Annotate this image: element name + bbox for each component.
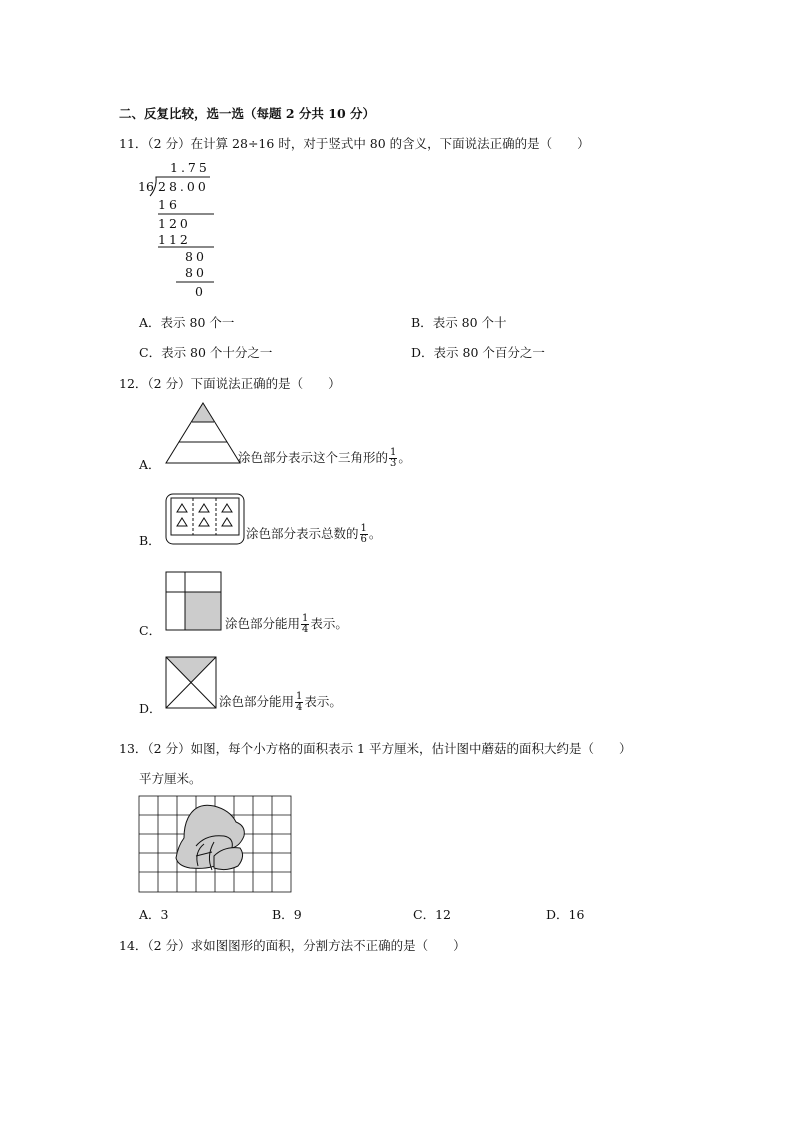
option-label: A． xyxy=(139,315,161,330)
option-label: D． xyxy=(546,907,569,922)
division-row: 16 xyxy=(158,197,180,212)
option-text: 涂色部分表示这个三角形的 xyxy=(238,450,389,465)
option-label: D． xyxy=(411,345,434,360)
division-quotient: 1.75 xyxy=(170,160,210,175)
option-text: 12 xyxy=(435,907,451,922)
option-text: 9 xyxy=(293,907,302,922)
fraction-denominator: 4 xyxy=(302,624,309,635)
q13-option-a[interactable] xyxy=(139,905,168,923)
option-label: A． xyxy=(139,457,161,472)
division-divisor: 16 xyxy=(138,179,154,194)
question-13-stem: 13．（2 分）如图，每个小方格的面积表示 1 平方厘米，估计图中蘑菇的面积大约是（ ） xyxy=(119,741,632,756)
question-13-stem-cont: 平方厘米。 xyxy=(139,771,202,786)
section-title: 二、反复比较，选一选（每题 2 分共 10 分） xyxy=(119,106,376,121)
fraction-denominator: 3 xyxy=(390,458,397,469)
option-text: 涂色部分能用 xyxy=(225,616,301,631)
question-11-stem: 11．（2 分）在计算 28÷16 时，对于竖式中 80 的含义，下面说法正确的是（ ） xyxy=(119,136,590,151)
option-label: B． xyxy=(272,907,294,922)
option-label: A． xyxy=(139,907,161,922)
division-dividend: 28.00 xyxy=(158,179,209,194)
option-text: 表示 80 个一 xyxy=(160,315,235,330)
option-text: 表示 80 个十分之一 xyxy=(161,345,273,360)
option-text: 涂色部分表示总数的 xyxy=(246,526,359,541)
q13-option-d[interactable] xyxy=(546,905,584,923)
option-text: 表示 80 个百分之一 xyxy=(433,345,545,360)
fraction-numerator: 1 xyxy=(360,523,367,534)
fraction-denominator: 4 xyxy=(296,702,303,713)
fraction-denominator: 6 xyxy=(360,534,367,545)
question-14-stem: 14．（2 分）求如图图形的面积，分割方法不正确的是（ ） xyxy=(119,938,466,953)
option-label: B． xyxy=(139,533,161,548)
fraction-numerator: 1 xyxy=(390,447,397,458)
option-label: C． xyxy=(413,907,436,922)
division-row: 112 xyxy=(158,232,191,247)
option-tail: 。 xyxy=(368,526,382,541)
question-12-stem: 12．（2 分）下面说法正确的是（ ） xyxy=(119,376,341,391)
option-label: C． xyxy=(139,345,162,360)
option-label: B． xyxy=(411,315,433,330)
option-text: 涂色部分能用 xyxy=(219,694,295,709)
q13-option-c[interactable] xyxy=(413,905,451,923)
option-label: D． xyxy=(139,701,162,716)
option-text: 表示 80 个十 xyxy=(432,315,507,330)
option-text: 16 xyxy=(568,907,585,922)
fraction-numerator: 1 xyxy=(296,691,303,702)
division-row: 80 xyxy=(185,249,207,264)
option-label: C． xyxy=(139,623,162,638)
q13-option-b[interactable] xyxy=(272,905,302,923)
option-text: 3 xyxy=(160,907,169,922)
option-tail: 。 xyxy=(398,450,411,465)
division-row: 0 xyxy=(195,284,206,299)
division-row: 80 xyxy=(185,265,207,280)
option-tail: 表示。 xyxy=(310,616,348,631)
option-tail: 表示。 xyxy=(304,694,342,709)
fraction-numerator: 1 xyxy=(302,613,309,624)
division-row: 120 xyxy=(158,216,191,231)
